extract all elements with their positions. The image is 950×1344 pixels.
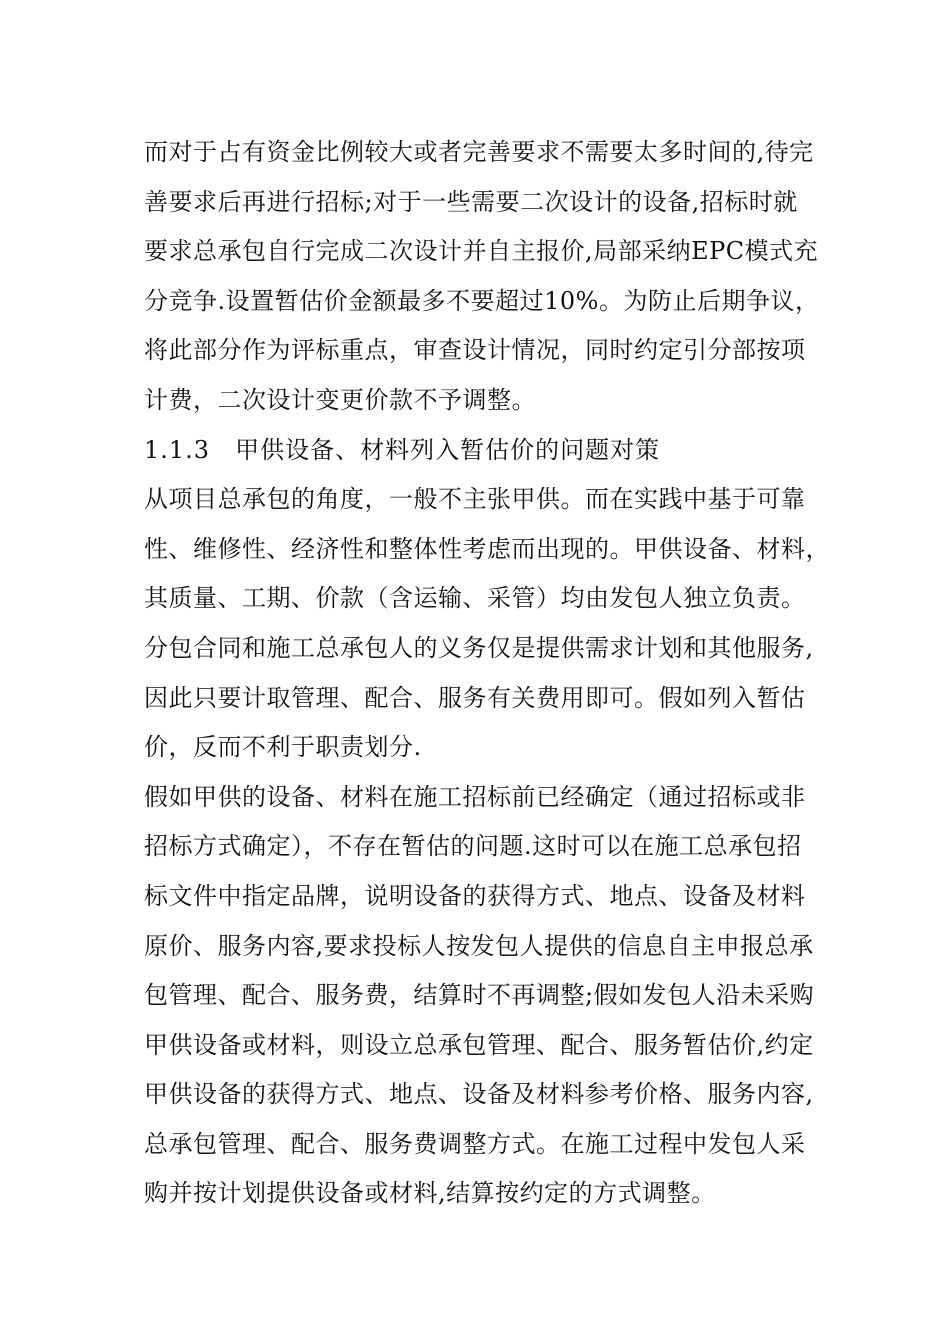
text-line: 包管理、配合、服务费，结算时不再调整;假如发包人沿未采购: [144, 981, 815, 1010]
section-heading: 1.1.3 甲供设备、材料列入暂估价的问题对策: [144, 435, 661, 464]
text-line: 甲供设备的获得方式、地点、设备及材料参考价格、服务内容,: [144, 1080, 814, 1109]
text-line: 分包合同和施工总承包人的义务仅是提供需求计划和其他服务,: [144, 633, 814, 662]
text-line: 计费，二次设计变更价款不予调整。: [144, 385, 536, 414]
text-line: 将此部分作为评标重点，审查设计情况，同时约定引分部按项: [144, 336, 806, 365]
text-line: 其质量、工期、价款（含运输、采管）均由发包人独立负责。: [144, 584, 806, 613]
text-line: 而对于占有资金比例较大或者完善要求不需要太多时间的,待完: [144, 138, 814, 166]
text-line: 原价、服务内容,要求投标人按发包人提供的信息自主申报总承: [144, 931, 814, 960]
text-line: 购并按计划提供设备或材料,结算按约定的方式调整。: [144, 1179, 716, 1208]
text-line: 总承包管理、配合、服务费调整方式。在施工过程中发包人采: [144, 1129, 806, 1158]
text-line: 分竞争.设置暂估价金额最多不要超过10%。为防止后期争议，: [144, 286, 820, 315]
text-line: 甲供设备或材料，则设立总承包管理、配合、服务暂估价,约定: [144, 1030, 814, 1059]
text-line: 要求总承包自行完成二次设计并自主报价,局部采纳EPC模式充: [144, 237, 819, 266]
document-body: [144, 128, 830, 1219]
text-line: 从项目总承包的角度，一般不主张甲供。而在实践中基于可靠: [144, 485, 806, 514]
text-line: 因此只要计取管理、配合、服务有关费用即可。假如列入暂估: [144, 683, 806, 712]
text-line: 标文件中指定品牌，说明设备的获得方式、地点、设备及材料: [144, 881, 806, 910]
text-line: 善要求后再进行招标;对于一些需要二次设计的设备,招标时就: [144, 187, 798, 216]
text-line: 价，反而不利于职责划分.: [144, 733, 422, 762]
text-line: 性、维修性、经济性和整体性考虑而出现的。甲供设备、材料，: [144, 534, 830, 563]
text-line: 假如甲供的设备、材料在施工招标前已经确定（通过招标或非: [144, 782, 806, 811]
text-line: 招标方式确定），不存在暂估的问题.这时可以在施工总承包招: [144, 832, 802, 861]
